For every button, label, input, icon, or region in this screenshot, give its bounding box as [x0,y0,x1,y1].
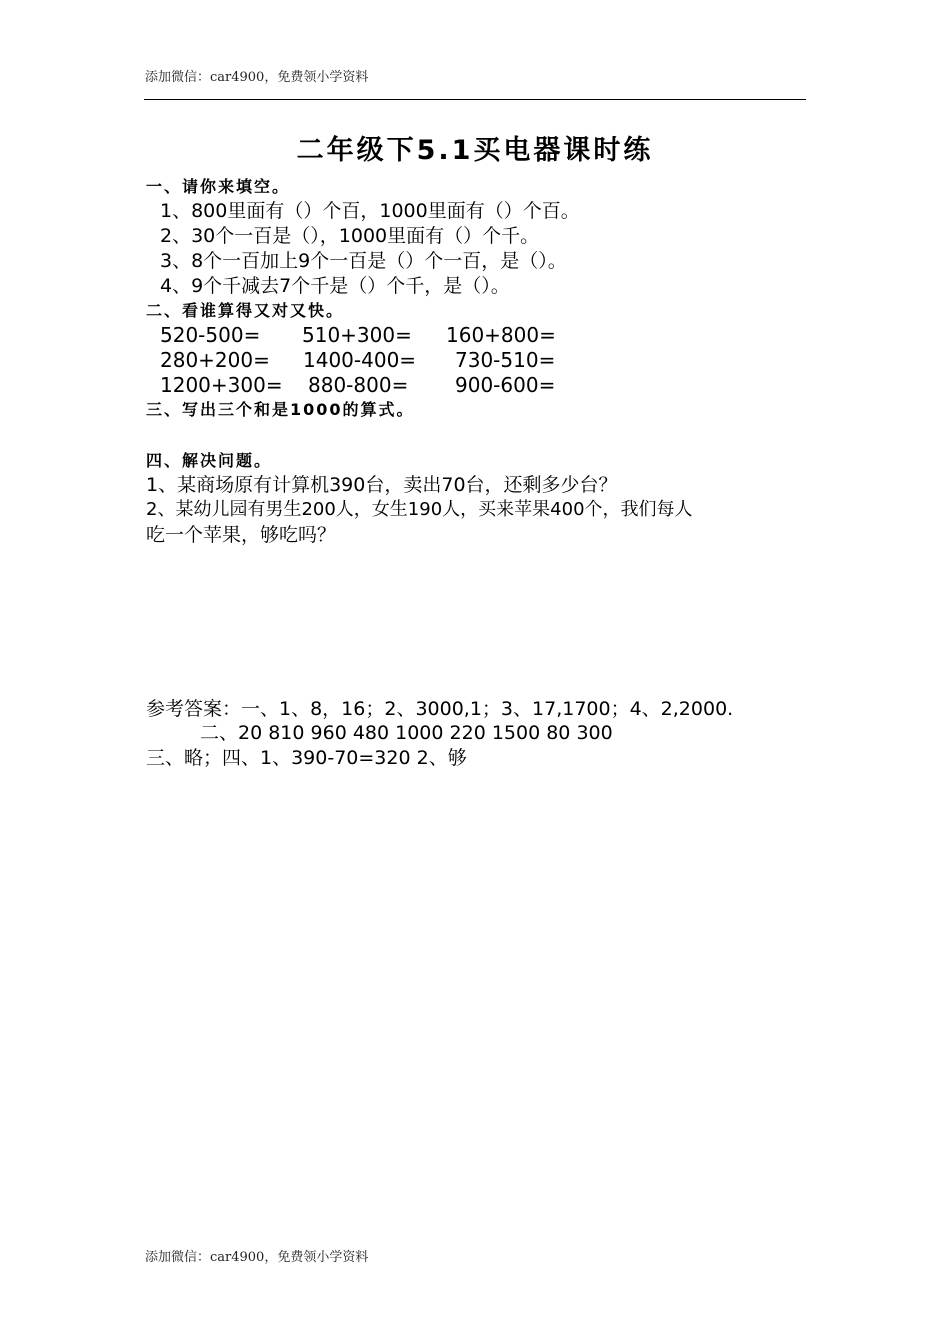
calc-expression: 160+800= [446,323,556,347]
answer-key-line2: 二、20 810 960 480 1000 220 1500 80 300 [200,722,613,744]
word-problem-2-line2: 吃一个苹果，够吃吗？ [146,524,337,546]
section1-heading: 一、请你来填空。 [146,177,291,196]
page-header: 添加微信：car4900，免费领小学资料 [145,70,369,85]
fill-blank-item-2: 2、30个一百是（），1000里面有（）个千。 [160,225,540,247]
fill-blank-item-1: 1、800里面有（）个百，1000里面有（）个百。 [160,200,580,222]
calc-expression: 520-500= [160,323,261,347]
section3-heading: 三、写出三个和是1000的算式。 [146,400,415,419]
calc-expression: 280+200= [160,348,270,372]
calc-expression: 510+300= [302,323,412,347]
calc-expression: 880-800= [308,373,409,397]
calc-expression: 1400-400= [303,348,417,372]
fill-blank-item-3: 3、8个一百加上9个一百是（）个一百，是（）。 [160,250,567,272]
section2-heading: 二、看谁算得又对又快。 [146,301,345,320]
page-footer: 添加微信：car4900，免费领小学资料 [145,1250,369,1265]
word-problem-2-line1: 2、某幼儿园有男生200人，女生190人，买来苹果400个，我们每人 [146,499,693,520]
section4-heading: 四、解决问题。 [146,451,273,470]
page-title: 二年级下5.1买电器课时练 [296,135,654,166]
header-divider [144,99,806,100]
answer-key-line1: 参考答案：一、1、8，16；2、3000,1；3、17,1700；4、2,2000. [146,698,734,720]
answer-key-line3: 三、略；四、1、390-70=320 2、够 [146,747,467,769]
word-problem-1: 1、某商场原有计算机390台，卖出70台，还剩多少台？ [146,474,618,496]
fill-blank-item-4: 4、9个千减去7个千是（）个千，是（）。 [160,275,510,297]
calc-expression: 1200+300= [160,373,283,397]
calc-expression: 900-600= [455,373,556,397]
calc-expression: 730-510= [455,348,556,372]
